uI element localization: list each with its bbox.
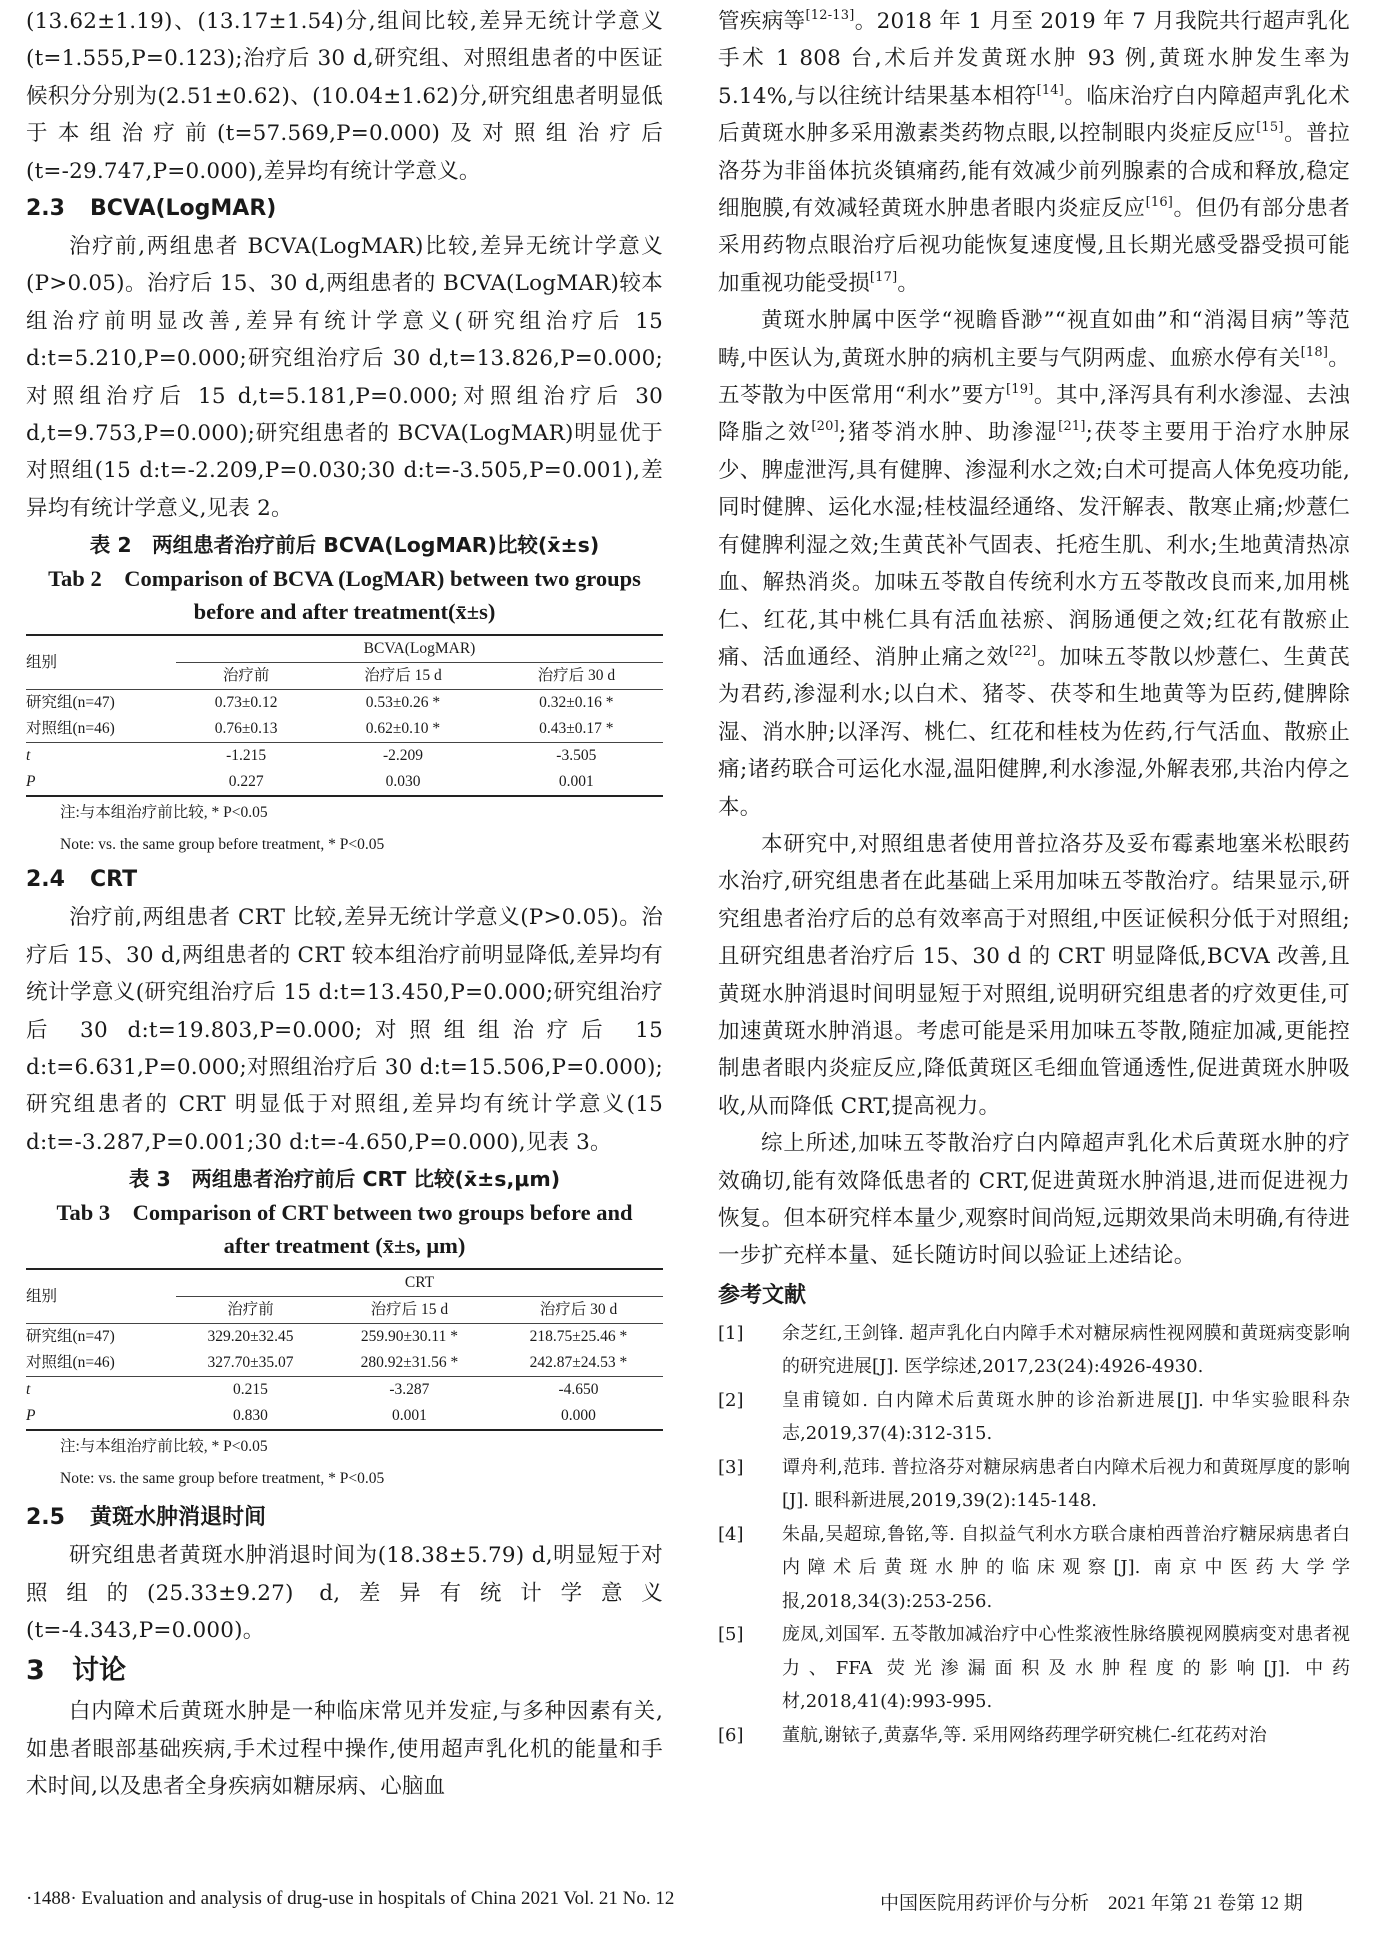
table-row [26, 1377, 663, 1404]
table-2-note-en: Note: vs. the same group before treatment, * P<0.05 [60, 836, 385, 854]
section-title: 黄斑水肿消退时间 [90, 1505, 267, 1531]
table-3-grid [26, 1268, 663, 1431]
text-run: 。加味五苓散以炒薏仁、生黄芪为君药,渗湿利水;以白术、猪苓、茯苓和生地黄等为臣药,健脾除湿、消水肿;以泽泻、桃仁、红花和桂枝为佐药,行气活血、散瘀止痛;诸药联合可运化水湿,温阳健脾,利水渗湿,外解表邪,共治内停之本。 [718, 644, 1350, 820]
table-row [26, 1403, 663, 1430]
text-run: 。2018 年 1 月至 2019 年 7 月我院共行超声乳化手术 1 808 台,术后并发黄斑水肿 93 例,黄斑水肿发生率为 5.14%,与以往统计结果基本相符 [718, 9, 1350, 109]
cell: 0.000 [494, 1403, 663, 1430]
table-row [26, 1350, 663, 1377]
cell: 0.830 [176, 1403, 325, 1430]
cell: 329.20±32.45 [207, 1328, 294, 1346]
reference-number: [5] [718, 1624, 744, 1646]
footer-journal-en: ·1488· Evaluation and analysis of drug-use in hospitals of China 2021 Vol. 21 No. 12 [26, 1888, 675, 1909]
reference-number: [3] [718, 1456, 744, 1478]
reference-text: 董航,谢铱子,黄嘉华,等. 采用网络药理学研究桃仁-红花药对治 [782, 1724, 1267, 1746]
cell: 0.215 [233, 1381, 268, 1399]
span-header: BCVA(LogMAR) [176, 635, 663, 663]
cell: 0.53±0.26 * [365, 694, 441, 712]
cell: 218.75±25.46 * [529, 1328, 628, 1346]
table-row [26, 769, 663, 796]
text-run: 黄斑水肿属中医学“视瞻昏渺”“视直如曲”和“消渴目病”等范畴,中医认为,黄斑水肿的病机主要与气阴两虚、血瘀水停有关 [718, 308, 1350, 371]
table-row [26, 743, 663, 770]
cell: 0.001 [490, 769, 663, 796]
text-run: 。其中,泽泻具有利水渗湿、去浊降脂之效 [718, 383, 1350, 446]
reference-item [718, 1618, 1350, 1719]
section-number: 3 [26, 1655, 45, 1687]
cell: 0.030 [316, 769, 489, 796]
paragraph-discussion-1-cont [718, 3, 1350, 302]
text-run: 。但仍有部分患者采用药物点眼治疗后视功能恢复速度慢,且长期光感受器受损可能加重视功能受损 [718, 196, 1350, 296]
row-label: 对照组(n=46) [26, 1350, 176, 1377]
paragraph-discussion-2 [718, 302, 1350, 826]
table-row [26, 716, 663, 743]
section-2-5-heading [26, 1499, 663, 1537]
paragraph-conclusion: 综上所述,加味五苓散治疗白内障超声乳化术后黄斑水肿的疗效确切,能有效降低患者的 CRT,促进黄斑水肿消退,进而促进视力恢复。但本研究样本量少,观察时间尚短,远期效果尚未明确,有待进一步扩充样本量、延长随访时间以验证上述结论。 [718, 1131, 1350, 1269]
table-3-note-cn: 注:与本组治疗前比较, * P<0.05 [60, 1438, 268, 1456]
section-2-3-heading [26, 190, 663, 228]
text-run: 。 [897, 270, 920, 296]
text-run: ;猪苓消水肿、助渗湿 [838, 420, 1059, 446]
section-title: BCVA(LogMAR) [90, 196, 277, 222]
table-2-grid [26, 634, 663, 797]
section-2-4-heading [26, 861, 663, 899]
citation: [16] [1145, 195, 1174, 211]
text-run: 。五苓散为中医常用“利水”要方 [718, 345, 1350, 409]
reference-item [718, 1317, 1350, 1384]
reference-text: 朱晶,吴超琼,鲁铭,等. 自拟益气利水方联合康柏西普治疗糖尿病患者白内障术后黄斑水肿的临床观察[J]. 南京中医药大学学报,2018,34(3):253-256. [782, 1523, 1350, 1612]
cell: 0.62±0.10 * [316, 716, 489, 743]
right-column [718, 0, 1350, 1752]
col-header: 治疗后 15 d [316, 663, 489, 690]
cell: 0.001 [325, 1403, 494, 1430]
text-run: 。临床治疗白内障超声乳化术后黄斑水肿多采用激素类药物点眼,以控制眼内炎症反应 [718, 83, 1350, 147]
reference-text: 余芝红,王剑锋. 超声乳化白内障手术对糖尿病性视网膜和黄斑病变影响的研究进展[J]. 医学综述,2017,23(24):4926-4930. [782, 1322, 1350, 1378]
col-header: 治疗前 [176, 1297, 325, 1324]
citation: [12-13] [805, 8, 855, 23]
left-column [26, 0, 663, 1806]
references-heading: 参考文献 [718, 1282, 807, 1308]
col-header: 治疗后 30 d [490, 663, 663, 690]
table-3-caption-en: Tab 3 Comparison of CRT between two groups before and after treatment (x̄±s, μm) [56, 1200, 633, 1259]
section-3-heading [26, 1649, 663, 1693]
row-label: 研究组(n=47) [26, 694, 115, 712]
col-header: 治疗后 15 d [325, 1297, 494, 1324]
col-header: 治疗前 [176, 663, 316, 690]
row-label: t [26, 747, 31, 765]
text-run: 管疾病等 [718, 9, 806, 34]
section-number: 2.4 [26, 867, 65, 893]
reference-item [718, 1384, 1350, 1451]
table-row [26, 690, 663, 717]
reference-text: 谭舟利,范玮. 普拉洛芬对糖尿病患者白内障术后视力和黄斑厚度的影响[J]. 眼科新进展,2019,39(2):145-148. [782, 1456, 1350, 1512]
reference-number: [2] [718, 1389, 744, 1411]
row-label: t [26, 1381, 31, 1399]
span-header: CRT [176, 1269, 663, 1297]
cell: 0.32±0.16 * [539, 694, 614, 712]
table-3-caption-cn: 表 3 两组患者治疗前后 CRT 比较(x̄±s,μm) [128, 1167, 561, 1192]
section-number: 2.5 [26, 1505, 65, 1531]
paragraph-edema-time: 研究组患者黄斑水肿消退时间为(18.38±5.79) d,明显短于对照组的(25.33±9.27) d,差异有统计学意义(t=-4.343,P=0.000)。 [26, 1543, 663, 1643]
cell: 0.73±0.12 [214, 694, 278, 712]
group-header: 组别 [26, 1269, 176, 1324]
cell: 327.70±35.07 [176, 1350, 325, 1377]
reference-item [718, 1518, 1350, 1619]
reference-text: 皇甫镜如. 白内障术后黄斑水肿的诊治新进展[J]. 中华实验眼科杂志,2019,37(4):312-315. [782, 1389, 1350, 1445]
table-2 [26, 529, 663, 861]
cell: 242.87±24.53 * [494, 1350, 663, 1377]
paragraph-discussion-1: 白内障术后黄斑水肿是一种临床常见并发症,与多种因素有关,如患者眼部基础疾病,手术过程中操作,使用超声乳化机的能量和手术时间,以及患者全身疾病如糖尿病、心脑血 [26, 1699, 663, 1800]
section-title: CRT [90, 867, 138, 893]
citation: [14] [1036, 82, 1065, 98]
row-label: P [26, 1403, 176, 1430]
paragraph-2-2-end: (13.62±1.19)、(13.17±1.54)分,组间比较,差异无统计学意义(t=1.555,P=0.123);治疗后 30 d,研究组、对照组患者的中医证候积分分别为(2.51±0.62)、(10.04±1.62)分,研究组患者明显低于本组治疗前(t=57.569,P=0.000)及对照组治疗后(t=-29.747,P=0.000),差异均有统计学意义。 [26, 9, 663, 184]
group-header: 组别 [26, 635, 176, 690]
table-2-note-cn: 注:与本组治疗前比较, * P<0.05 [60, 804, 268, 822]
footer-journal-cn: 中国医院用药评价与分析 2021 年第 21 卷第 12 期 [880, 1893, 1303, 1914]
citation: [22] [1009, 643, 1037, 659]
references-list [718, 1317, 1350, 1753]
citation: [18] [1300, 344, 1329, 360]
cell: 0.76±0.13 [176, 716, 316, 743]
cell: -2.209 [382, 747, 424, 765]
reference-text: 庞凤,刘国军. 五苓散加减治疗中心性浆液性脉络膜视网膜病变对患者视力、FFA 荧光渗漏面积及水肿程度的影响[J]. 中药材,2018,41(4):993-995. [782, 1624, 1350, 1713]
citation: [21] [1058, 419, 1086, 435]
paragraph-crt: 治疗前,两组患者 CRT 比较,差异无统计学意义(P>0.05)。治疗后 15、30 d,两组患者的 CRT 较本组治疗前明显降低,差异均有统计学意义(研究组治疗后 15 d:t=13.450,P=0.000;研究组治疗后 30 d:t=19.803,P=0.000;对照组组治疗后 15 d:t=6.631,P=0.000;对照组治疗后 30 d:t=15.506,P=0.000);研究组患者的 CRT 明显低于对照组,差异均有统计学意义(15 d:t=-3.287,P=0.001;30 d:t=-4.650,P=0.000),见表 3。 [26, 905, 663, 1155]
section-number: 2.3 [26, 196, 65, 222]
section-title: 讨论 [72, 1655, 126, 1687]
cell: 0.227 [176, 769, 316, 796]
paragraph-bcva: 治疗前,两组患者 BCVA(LogMAR)比较,差异无统计学意义(P>0.05)。治疗后 15、30 d,两组患者的 BCVA(LogMAR)较本组治疗前明显改善,差异有统计学意义(研究组治疗后 15 d:t=5.210,P=0.000;研究组治疗后 30 d,t=13.826,P=0.000;对照组治疗后 15 d,t=5.181,P=0.000;对照组治疗后 30 d,t=9.753,P=0.000);研究组患者的 BCVA(LogMAR)明显优于对照组(15 d:t=-2.209,P=0.030;30 d:t=-3.505,P=0.001),差异均有统计学意义,见表 2。 [26, 234, 663, 521]
cell: -1.215 [226, 747, 267, 765]
row-label: 对照组(n=46) [26, 716, 176, 743]
table-3 [26, 1163, 663, 1495]
citation: [19] [1006, 382, 1034, 398]
row-label: P [26, 769, 176, 796]
citation: [20] [811, 419, 839, 435]
col-header: 治疗后 30 d [494, 1297, 663, 1324]
cell: 0.43±0.17 * [490, 716, 663, 743]
cell: -3.505 [556, 747, 597, 765]
cell: 280.92±31.56 * [325, 1350, 494, 1377]
paragraph-discussion-3: 本研究中,对照组患者使用普拉洛芬及妥布霉素地塞米松眼药水治疗,研究组患者在此基础上采用加味五苓散治疗。结果显示,研究组患者治疗后的总有效率高于对照组,中医证候积分低于对照组;且研究组患者治疗后 15、30 d 的 CRT 明显降低,BCVA 改善,且黄斑水肿消退时间明显短于对照组,说明研究组患者的疗效更佳,可加速黄斑水肿消退。考虑可能是采用加味五苓散,随症加减,更能控制患者眼内炎症反应,降低黄斑区毛细血管通透性,促进黄斑水肿吸收,从而降低 CRT,提高视力。 [718, 831, 1350, 1119]
text-run: 。普拉洛芬为非甾体抗炎镇痛药,能有效减少前列腺素的合成和释放,稳定细胞膜,有效减轻黄斑水肿患者眼内炎症反应 [718, 121, 1350, 222]
reference-item [718, 1451, 1350, 1518]
cell: 259.90±30.11 * [360, 1328, 458, 1346]
text-run: ;茯苓主要用于治疗水肿尿少、脾虚泄泻,具有健脾、渗湿利水之效;白术可提高人体免疫功能,同时健脾、运化水湿;桂枝温经通络、发汗解表、散寒止痛;炒薏仁有健脾利湿之效;生黄芪补气固表、托疮生肌、利水;生地黄清热凉血、解热消炎。加味五苓散自传统利水方五苓散改良而来,加用桃仁、红花,其中桃仁具有活血祛瘀、润肠通便之效;红花有散瘀止痛、活血通经、消肿止痛之效 [718, 420, 1350, 670]
reference-number: [1] [718, 1322, 744, 1344]
table-2-caption-en: Tab 2 Comparison of BCVA (LogMAR) between two groups before and after treatment(x̄±s) [48, 566, 641, 625]
cell: -4.650 [558, 1381, 599, 1399]
reference-item [718, 1719, 1350, 1753]
reference-number: [4] [718, 1523, 744, 1545]
table-row [26, 1324, 663, 1351]
citation: [17] [869, 269, 898, 285]
cell: -3.287 [389, 1381, 430, 1399]
table-3-note-en: Note: vs. the same group before treatment, * P<0.05 [60, 1470, 385, 1488]
reference-number: [6] [718, 1724, 744, 1746]
table-2-caption-cn: 表 2 两组患者治疗前后 BCVA(LogMAR)比较(x̄±s) [89, 533, 600, 558]
citation: [15] [1256, 120, 1284, 136]
row-label: 研究组(n=47) [26, 1328, 115, 1346]
